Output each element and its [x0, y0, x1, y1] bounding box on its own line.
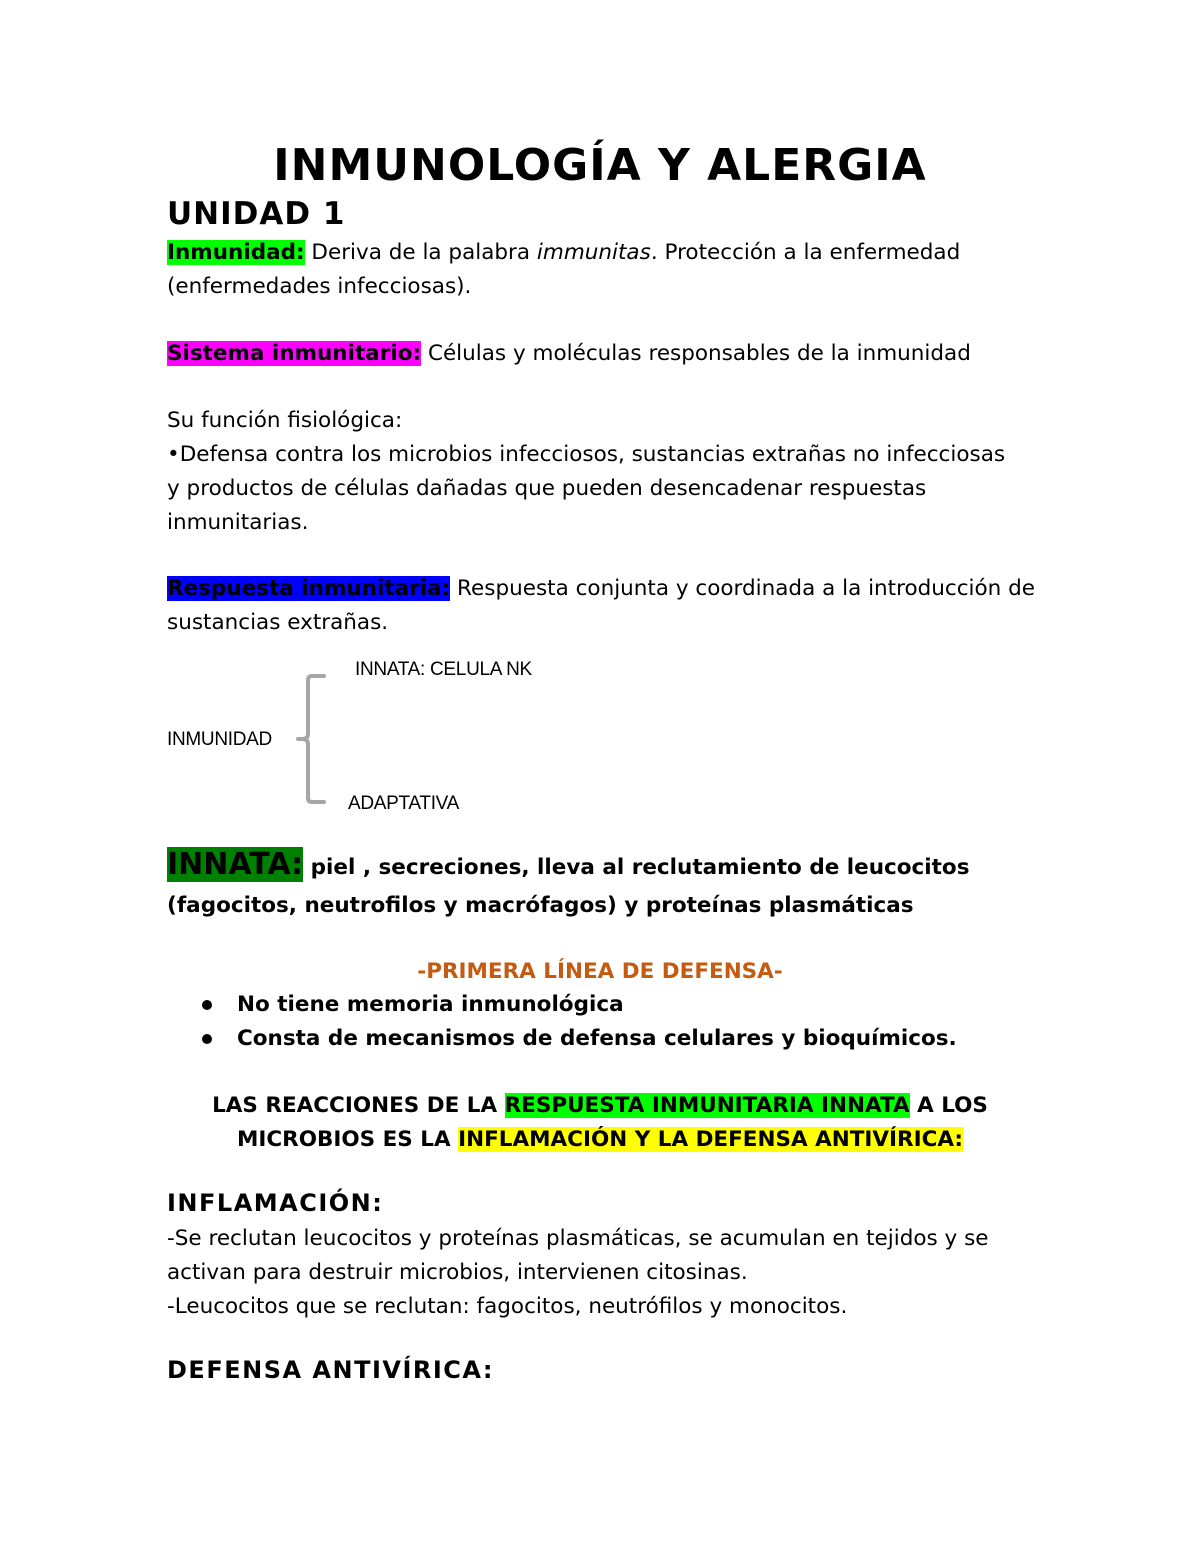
bullet-text: No tiene memoria inmunológica: [237, 992, 624, 1017]
funcion-bullet: •: [167, 442, 180, 467]
respuesta-definition: [167, 572, 1067, 640]
inflamacion-line2: activan para destruir microbios, intervienen citosinas.: [167, 1260, 748, 1285]
inflamacion-heading: INFLAMACIÓN:: [167, 1189, 384, 1217]
funcion-line3: inmunitarias.: [167, 510, 309, 535]
funcion-heading: Su función fisiológica:: [167, 408, 403, 433]
innata-line2: (fagocitos, neutrofilos y macrófagos) y proteínas plasmáticas: [167, 893, 914, 918]
defensa-heading: DEFENSA ANTIVÍRICA:: [167, 1356, 495, 1384]
funcion-line2: y productos de células dañadas que pueden desencadenar respuestas: [167, 476, 927, 501]
inmunidad-italic: immunitas: [536, 240, 651, 265]
respuesta-line2: sustancias extrañas.: [167, 610, 389, 635]
reacciones-l1-b: A LOS: [909, 1093, 988, 1118]
bullet-dot-icon: [202, 1000, 212, 1010]
reacciones-l2-highlight: INFLAMACIÓN Y LA DEFENSA ANTIVÍRICA:: [458, 1127, 963, 1152]
respuesta-line1: Respuesta conjunta y coordinada a la introducción de: [450, 576, 1036, 601]
inmunidad-line2: (enfermedades infecciosas).: [167, 274, 472, 299]
sistema-text: Células y moléculas responsables de la inmunidad: [421, 341, 971, 366]
inflamacion-line1: -Se reclutan leucocitos y proteínas plasmáticas, se acumulan en tejidos y se: [167, 1226, 989, 1251]
respuesta-term: Respuesta inmunitaria:: [167, 576, 451, 601]
diagram-bottom-label: ADAPTATIVA: [348, 793, 460, 814]
funcion-section: [167, 404, 1067, 540]
innata-bullet-list: [167, 988, 957, 1056]
sistema-term: Sistema inmunitario:: [167, 341, 422, 366]
innata-line1: piel , secreciones, lleva al reclutamiento de leucocitos: [303, 855, 970, 880]
reacciones-line1: [0, 1089, 1200, 1123]
diagram-root-label: INMUNIDAD: [167, 729, 272, 750]
innata-term: INNATA:: [167, 847, 304, 882]
unit-heading: UNIDAD 1: [167, 196, 346, 232]
document-title: INMUNOLOGÍA Y ALERGIA: [273, 140, 927, 191]
reacciones-l2-a: MICROBIOS ES LA: [236, 1127, 459, 1152]
innata-definition: [167, 846, 1067, 925]
inmunidad-definition: [167, 236, 1067, 304]
inmunidad-term: Inmunidad:: [167, 240, 305, 265]
reacciones-l1-a: LAS REACCIONES DE LA: [212, 1093, 505, 1118]
bullet-text: Consta de mecanismos de defensa celulares y bioquímicos.: [237, 1026, 957, 1051]
inflamacion-line3: -Leucocitos que se reclutan: fagocitos, neutrófilos y monocitos.: [167, 1294, 848, 1319]
diagram-top-label: INNATA: CELULA NK: [355, 659, 532, 680]
primera-linea-heading: -PRIMERA LÍNEA DE DEFENSA-: [417, 959, 783, 984]
list-item: [167, 1022, 957, 1056]
inmunidad-text-before: Deriva de la palabra: [304, 240, 537, 265]
reacciones-l1-highlight: RESPUESTA INMUNITARIA INNATA: [504, 1093, 910, 1118]
sistema-definition: [167, 337, 1067, 371]
diagram-bracket-icon: [290, 668, 330, 808]
bullet-dot-icon: [202, 1034, 212, 1044]
funcion-line1: Defensa contra los microbios infecciosos, sustancias extrañas no infecciosas: [179, 442, 1006, 467]
reacciones-line2: [0, 1123, 1200, 1157]
inmunidad-text-after: . Protección a la enfermedad: [650, 240, 961, 265]
inflamacion-body: [167, 1222, 1067, 1324]
list-item: [167, 988, 957, 1022]
